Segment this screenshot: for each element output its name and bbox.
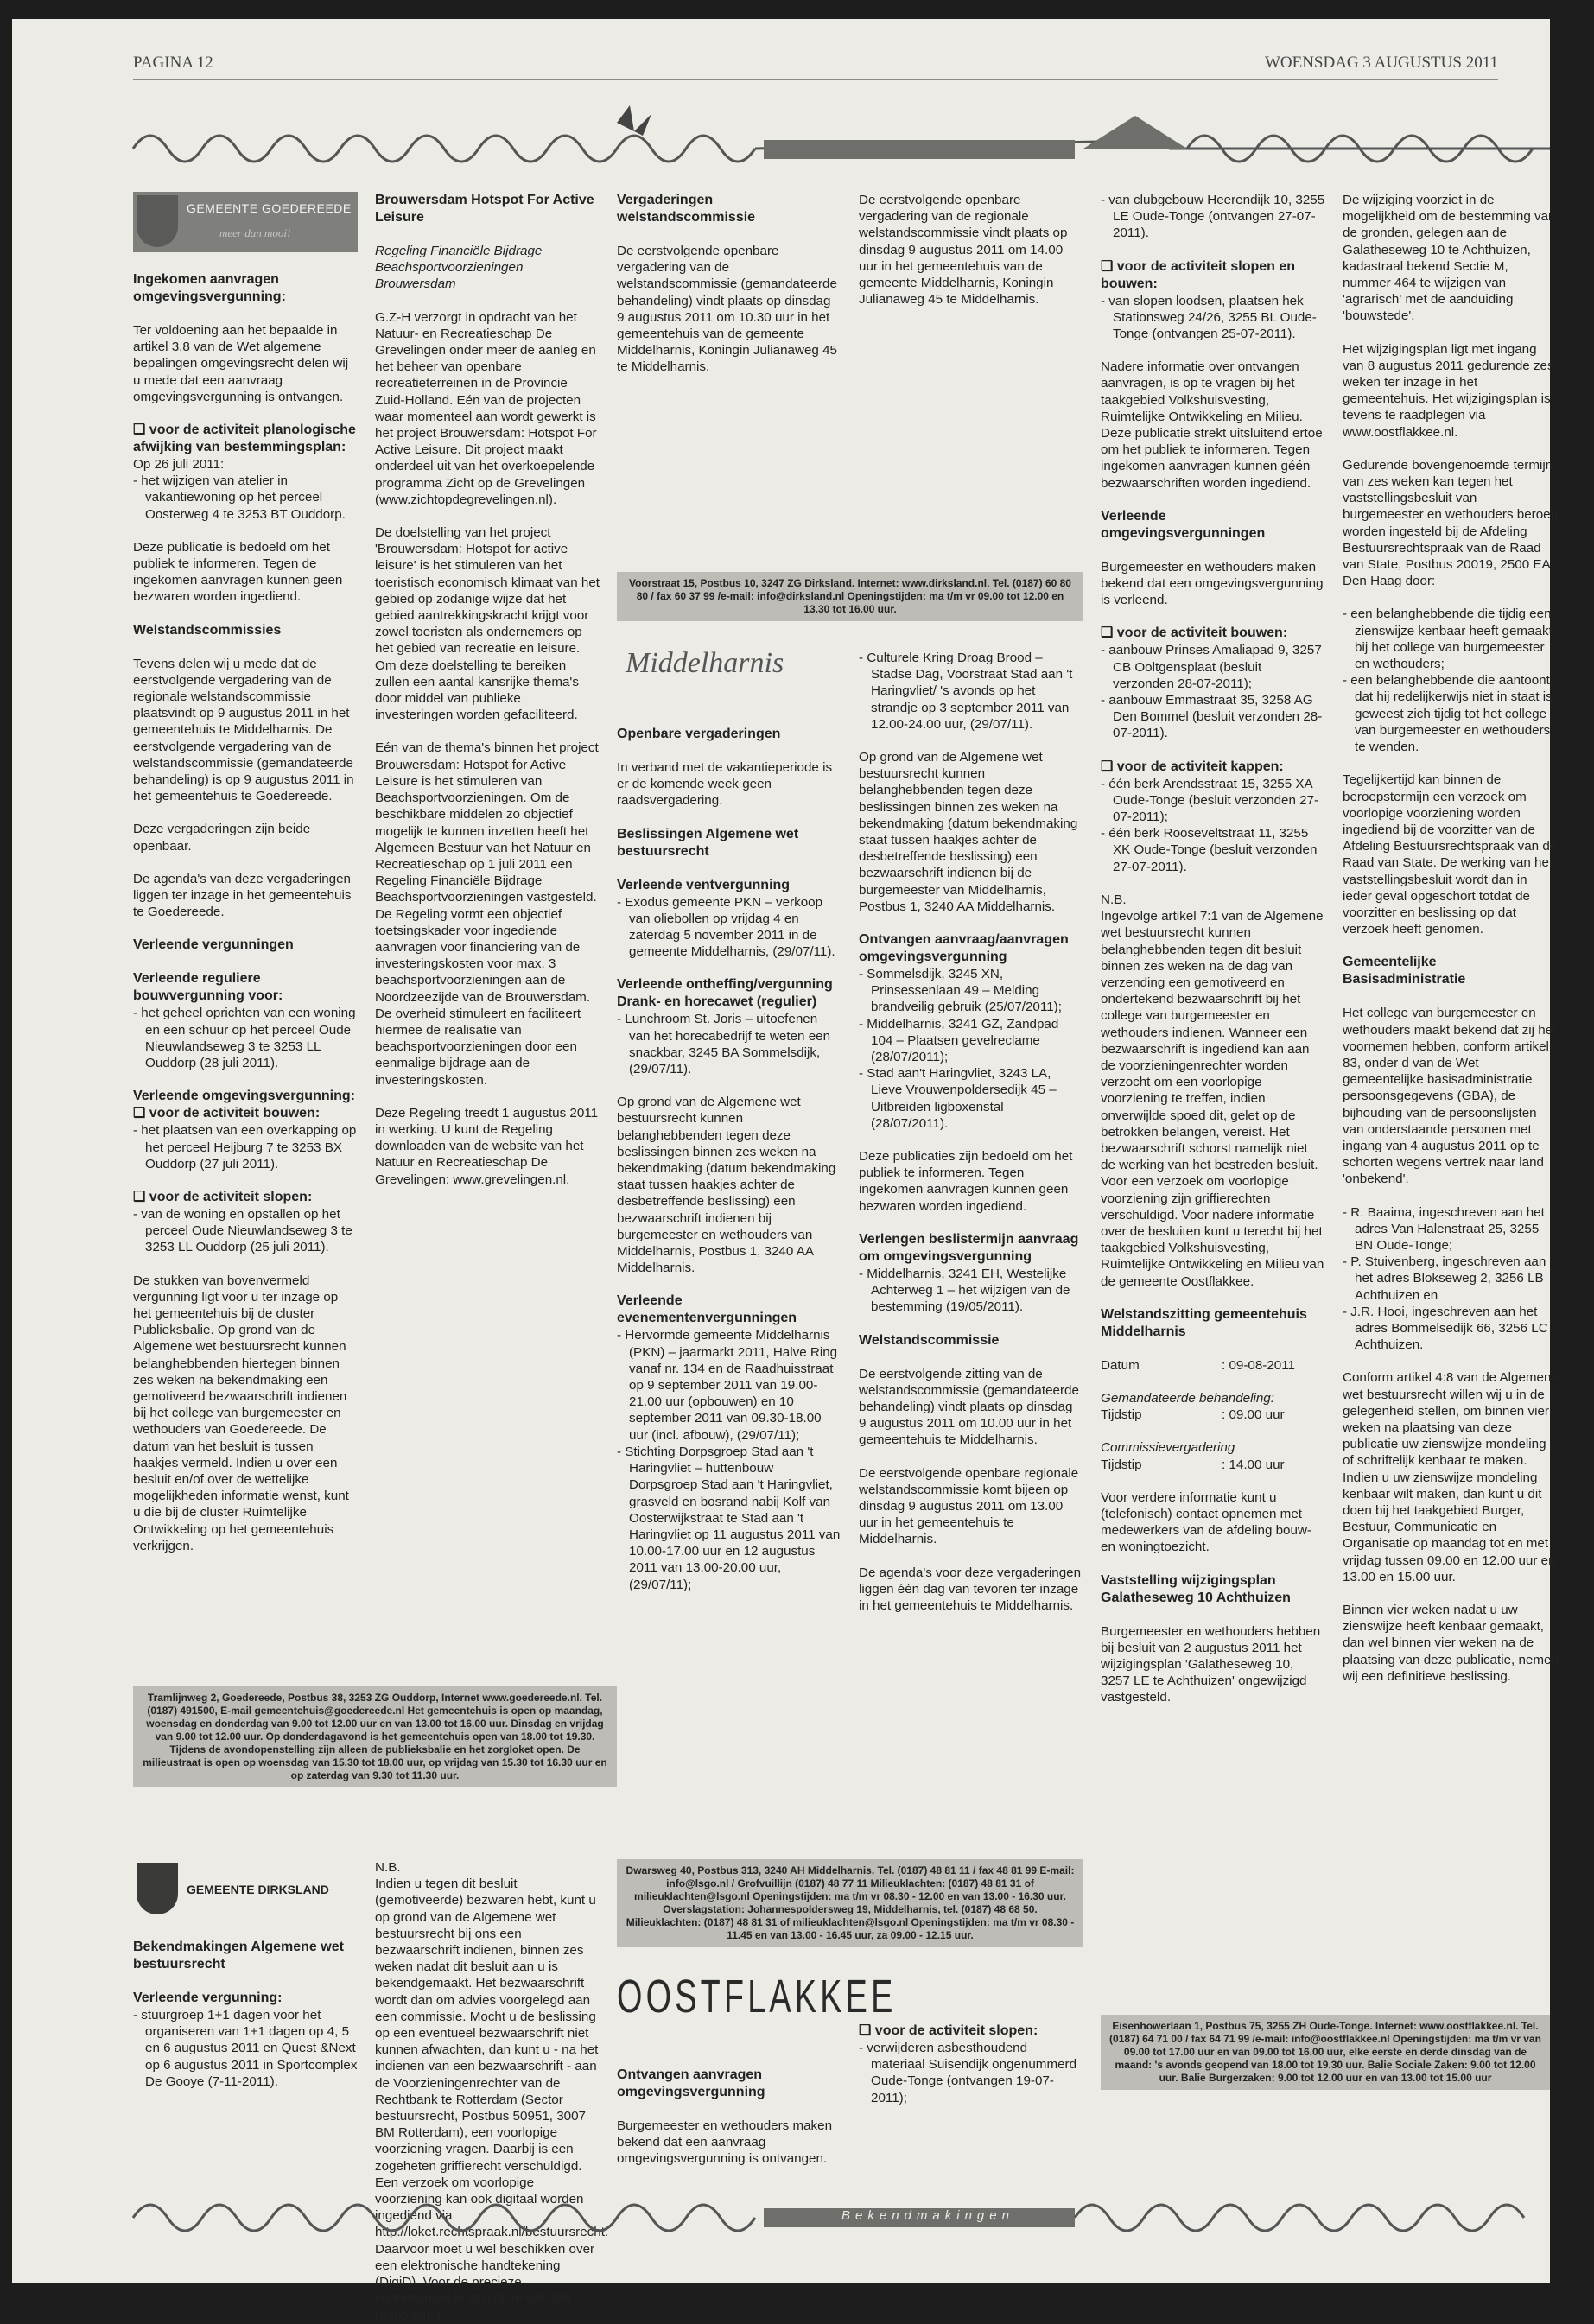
page-number: PAGINA 12: [133, 54, 213, 72]
heading: Welstandscommissie: [859, 1332, 1000, 1348]
list-item: - R. Baaima, ingeschreven aan het adres Van Halenstraat 25, 3255 BN Oude-Tonge;: [1343, 1204, 1545, 1253]
list-item: - van de woning en opstallen op het perceel Oude Nieuwlandseweg 3 te 3253 LL Ouddorp (25 juli 2011).: [133, 1206, 352, 1255]
checkbox-heading: ❑ voor de activiteit slopen en bouwen:: [1101, 258, 1296, 291]
list-item: - Sommelsdijk, 3245 XN, Prinsessenlaan 49 – Melding brandveilig gebruik (25/07/2011);: [859, 967, 1062, 1015]
paragraph: Burgemeester en wethouders maken bekend dat een aanvraag omgevingsvergunning is ontvangen.: [617, 2118, 833, 2167]
list-item: - Stichting Dorpsgroep Stad aan 't Haringvliet – huttenbouw Dorpsgroep Stad aan 't Haringvliet, grasveld en bosrand nabij Kolf van Oosterwijkstraat te Stad aan 't Haringvliet op 11 augustus 2011 van 10.00-17.00 uur en 12 augustus 2011 van 13.00-20.00 uur, (29/07/11);: [617, 1444, 841, 1592]
paragraph: Het college van burgemeester en wethouders maakt bekend dat zij het voornemen hebben, conform artikel 83, onder d van de Wet gemeentelijke basisadministratie persoonsgegevens (GBA), de bijhouding van de persoonslijsten van onderstaande personen met ingang van 4 augustus 2011 op te schorten wegens vertrek naar land 'onbekend'.: [1343, 1006, 1557, 1187]
definition-value: : 14.00 uur: [1222, 1457, 1285, 1472]
checkbox-heading: ❑ voor de activiteit bouwen:: [1101, 625, 1288, 641]
paragraph: Het wijzigingsplan ligt met ingang van 8 augustus 2011 gedurende zes weken ter inzage in het gemeentehuis. Het wijzigingsplan is tevens te raadplegen via www.oostflakkee.nl.: [1343, 341, 1554, 440]
checkbox-heading: ❑ voor de activiteit slopen:: [859, 2023, 1038, 2038]
heading: Verleende vergunningen: [133, 937, 294, 953]
column-5: [1101, 192, 1325, 2187]
middelharnis-logo: [617, 632, 841, 710]
column-6: [1343, 192, 1559, 2187]
paragraph: De wijziging voorziet in de mogelijkheid om de bestemming van de gronden, gelegen aan de Galatheseweg 10 te Achthuizen, kadastraal bekend Sectie M, nummer 464 te wijzigen van 'agrarisch' met de aanduiding 'bouwstede'.: [1343, 193, 1556, 324]
paragraph: Gedurende bovengenoemde termijn van zes weken kan tegen het vaststellingsbesluit van burgemeester en wethouders beroep worden ingesteld bij de Afdeling Bestuursrechtspraak van de Raad van State, Postbus 20019, 2500 EA Den Haag door:: [1343, 457, 1559, 589]
paragraph: Deze publicatie is bedoeld om het publiek te informeren. Tegen de ingekomen aanvragen kunnen geen bezwaren worden ingediend.: [133, 539, 343, 605]
goedereede-logo-slogan: meer dan mooi!: [219, 226, 291, 239]
heading: Welstandszitting gemeentehuis Middelharnis: [1101, 1306, 1307, 1339]
list-item: - het wijzigen van atelier in vakantiewoning op het perceel Oosterweg 4 te 3253 BT Ouddorp.: [133, 473, 346, 522]
definition-label: Tijdstip: [1101, 1457, 1142, 1472]
heading: Gemeentelijke Basisadministratie: [1343, 955, 1466, 987]
paragraph: Burgemeester en wethouders hebben bij besluit van 2 augustus 2011 het wijzigingsplan 'Galatheseweg 10, 3257 LE te Achthuizen' ongewijzigd vastgesteld.: [1101, 1623, 1321, 1705]
paragraph: N.B.: [1101, 892, 1127, 907]
column-3-middelharnis: [617, 632, 841, 1851]
paragraph: Ingevolge artikel 7:1 van de Algemene wet bestuursrecht kunnen belanghebbenden tegen dit besluit binnen zes weken na de dag van verzending een gemotiveerd en ondertekend bezwaarschrift bij het college van burgemeester en wethouders indienen. Wanneer een bezwaarschrift is ingediend kan aan de voorzieningenrechter worden verzocht om een voorlopige voorziening te treffen, indien onverwijlde spoed dit, gelet op de betrokken belangen, vereist. Het bezwaarschrift schorst namelijk niet de werking van het bestreden besluit. Voor een verzoek om voorlopige voorziening zijn griffierechten verschuldigd. Voor nadere informatie over de besluiten kunt u terecht bij het taakgebied Volkshuisvesting, Ruimtelijke Ontwikkeling en Milieu van de gemeente Oostflakkee.: [1101, 909, 1324, 1289]
dirksland-column-b: [375, 1859, 609, 2323]
paragraph: Voor verdere informatie kunt u (telefonisch) contact opnemen met medewerkers van de afdeling bouw- en woningtoezicht.: [1101, 1489, 1311, 1555]
list-item: - een belanghebbende die tijdig een zienswijze kenbaar heeft gemaakt bij het college van burgemeester en wethouders;: [1343, 606, 1553, 672]
paragraph: Ter voldoening aan het bepaalde in artikel 3.8 van de Wet algemene bepalingen omgevingsrecht delen wij u mede dat een aanvraag omgevingsvergunning is ontvangen.: [133, 323, 349, 404]
heading: Vergaderingen welstandscommissie: [617, 193, 756, 225]
definition-row: [1101, 1457, 1325, 1473]
oostflakkee-contact-box: Eisenhowerlaan 1, Postbus 75, 3255 ZH Oude-Tonge. Internet: www.oostflakkee.nl. Tel. (0187) 64 71 00 / fax 64 71 99 /e-mail: info@oostflakkee.nl Openingstijden: ma t/m vr van 09.00 tot 17.00 uur en van 09.00 tot 16.00 uur, elke eerste en derde dinsdag van de maand: 's avonds geopend van 18.00 tot 19.30 uur. Balie Sociale Zaken: 9.00 tot 12.00 uur. Balie Burgerzaken: 9.00 tot 12.00 uur en van 13.00 tot 15.00 uur: [1101, 2015, 1550, 2090]
goedereede-logo: [133, 192, 358, 252]
paragraph: Deze publicaties zijn bedoeld om het publiek te informeren. Tegen ingekomen aanvragen kunnen geen bezwaren worden ingediend.: [859, 1149, 1073, 1214]
goedereede-logo-name: GEMEENTE GOEDEREEDE: [187, 201, 352, 215]
list-item: - Middelharnis, 3241 EH, Westelijke Achterweg 1 – het wijzigen van de bestemming (19/05/2011).: [859, 1266, 1070, 1315]
checkbox-heading: ❑ voor de activiteit bouwen:: [133, 1106, 321, 1121]
paragraph: Tegelijkertijd kan binnen de beroepstermijn een verzoek om voorlopige voorziening worden ingediend bij de voorzitter van de Afdeling Bestuursrechtspraak van de Raad van State. De werking van het vaststellingsbesluit wordt dan in ieder geval opgeschort totdat de voorzitter en beslissing op dat verzoek heeft genomen.: [1343, 772, 1558, 937]
paragraph: Op grond van de Algemene wet bestuursrecht kunnen belanghebbenden tegen deze beslissingen binnen zes weken na bekendmaking (datum bekendmaking staat tussen haakjes achter de desbetreffende beslissing) een bezwaarschrift indienen bij burgemeester en wethouders van Middelharnis, Postbus 1, 3240 AA Middelharnis.: [617, 1095, 836, 1276]
paragraph: Deze vergaderingen zijn beide openbaar.: [133, 822, 311, 854]
column-4-top: [859, 192, 1083, 563]
top-banner-label: Bekendmakingen: [841, 125, 1014, 140]
list-item: - Exodus gemeente PKN – verkoop van oliebollen op vrijdag 4 en zaterdag 5 november 2011 in de gemeente Middelharnis, (29/07/11).: [617, 894, 835, 960]
goedereede-contact-box: Tramlijnweg 2, Goedereede, Postbus 38, 3253 ZG Ouddorp, Internet www.goedereede.nl. Tel. (0187) 491500, E-mail gemeentehuis@goedereede.nl Het gemeentehuis is open op maandag, woensdag en donderdag van 9.00 tot 12.00 uur en van 13.00 tot 16.00 uur. Dinsdag en vrijdag van 9.00 tot 12.00 uur. Op donderdagavond is het gemeentehuis open van 18.00 tot 19.30. Tijdens de avondopenstelling zijn alleen de publieksbalie en het zorgloket open. De milieustraat is open op woensdag van 15.30 tot 18.00 uur, op vrijdag van 15.30 tot 16.30 uur en op zaterdag van 9.30 tot 11.30 uur.: [133, 1686, 617, 1787]
bottom-banner-label: Bekendmakingen: [841, 2208, 1014, 2223]
dirksland-contact-box: Voorstraat 15, Postbus 10, 3247 ZG Dirksland. Internet: www.dirksland.nl. Tel. (0187) 60 80 80 / fax 60 37 99 /e-mail: info@dirksland.nl Openingstijden: ma t/m vr 09.00 tot 12.00 en 13.30 tot 16.00 uur.: [617, 572, 1083, 621]
definition-row: [1101, 1406, 1325, 1423]
paragraph: De agenda's van deze vergaderingen liggen ter inzage in het gemeentehuis te Goedereede.: [133, 871, 352, 920]
paragraph: Burgemeester en wethouders maken bekend dat een omgevingsvergunning is verleend.: [1101, 559, 1324, 608]
list-item: - Stad aan't Haringvliet, 3243 LA, Lieve Vrouwenpoldersedijk 45 – Uitbreiden ligboxenstal (28/07/2011).: [859, 1066, 1057, 1131]
heading: Openbare vergaderingen: [617, 727, 781, 741]
definition-label: Datum: [1101, 1357, 1140, 1373]
paragraph: Op grond van de Algemene wet bestuursrecht kunnen belanghebbenden tegen deze beslissingen binnen zes weken na bekendmaking (datum bekendmaking staat tussen haakjes achter de desbetreffende beslissing) een bezwaarschrift indienen bij de burgemeester van Middelharnis, Postbus 1, 3240 AA Middelharnis.: [859, 750, 1078, 914]
list-item: - van slopen loodsen, plaatsen hek Stationsweg 24/26, 3255 BL Oude-Tonge (ontvangen 25-07-2011).: [1101, 293, 1317, 342]
column-3-oostflakkee: [617, 1971, 897, 2187]
paragraph: De stukken van bovenvermeld vergunning ligt voor u ter inzage op het gemeentehuis bij de cluster Publieksbalie. Op grond van de Algemene wet bestuursrecht kunnen belanghebbenden hiertegen binnen zes weken na bekendmaking een gemotiveerd bezwaarschrift indienen bij het college van burgemeester en wethouders van Goedereede. De datum van het besluit is tussen haakjes vermeld. Indien u over een besluit en/of over de wettelijke mogelijkheden informatie wenst, kunt u die bij de cluster Ruimtelijke Ontwikkeling op het gemeentehuis verkrijgen.: [133, 1273, 349, 1553]
checkbox-heading: ❑ voor de activiteit planologische afwijking van bestemmingsplan:: [133, 422, 356, 455]
list-item: - een belanghebbende die aantoont dat hij redelijkerwijs niet in staat is geweest zich tijdig tot het college van burgemeester en wethouders te wenden.: [1343, 673, 1553, 755]
heading: Welstandscommissies: [133, 622, 282, 638]
paragraph: De eerstvolgende zitting van de welstandscommissie (gemandateerde behandeling) vindt plaats op dinsdag 9 augustus 2011 om 10.00 uur in het gemeentehuis te Middelharnis.: [859, 1366, 1079, 1448]
list-item: - Hervormde gemeente Middelharnis (PKN) – jaarmarkt 2011, Halve Ring vanaf nr. 134 en de Raadhuisstraat op 9 september 2011 van 19.00- 21.00 uur (opbouwen) en 10 september 2011 van 09.30-18.00 uur (incl. afbouw), (29/07/11);: [617, 1328, 838, 1443]
definition-label: Tijdstip: [1101, 1407, 1142, 1423]
heading: Verleende evenementenvergunningen: [617, 1293, 797, 1326]
column-3-top: [617, 192, 841, 563]
list-item: - aanbouw Emmastraat 35, 3258 AG Den Bommel (besluit verzonden 28-07-2011).: [1101, 693, 1323, 741]
paragraph: In verband met de vakantieperiode is er de komende week geen raadsvergadering.: [617, 760, 833, 809]
heading: Ontvangen aanvraag/aanvragen omgevingsvergunning: [859, 932, 1069, 965]
paragraph: De agenda's voor deze vergaderingen liggen één dag van tevoren ter inzage in het gemeentehuis te Middelharnis.: [859, 1565, 1082, 1613]
paragraph: Eén van de thema's binnen het project Brouwersdam: Hotspot for Active Leisure is het stimuleren van Beachsportvoorzieningen. Om de beschikbare middelen zo objectief mogelijk te kunnen inzetten heeft het Algemeen Bestuur van het Natuur en Recreatieschap op 1 juli 2011 een Regeling Financiële Bijdrage Beachsportvoorzieningen vastgesteld. De Regeling vormt een objectief toetsingskader voor ingediende aanvragen voor financiering van de investeringskosten voor max. 3 beachsportvoorzieningen aan de Noordzeezijde van de Brouwersdam. De overheid stimuleert en faciliteert hiermee de realisatie van beachsportvoorzieningen door een eenmalige bijdrage aan de investeringskosten.: [375, 740, 599, 1088]
middelharnis-logo-text: Middelharnis: [626, 647, 784, 679]
definition-value: : 09-08-2011: [1222, 1357, 1295, 1373]
heading: Beslissingen Algemene wet bestuursrecht: [617, 826, 799, 859]
paragraph: De eerstvolgende openbare regionale welstandscommissie komt bijeen op dinsdag 9 augustus 2011 om 13.00 uur in het gemeentehuis te Middelharnis.: [859, 1465, 1079, 1547]
paragraph: N.B.: [375, 1860, 401, 1875]
checkbox-heading: ❑ voor de activiteit kappen:: [1101, 759, 1284, 774]
heading: Ingekomen aanvragen omgevingsvergunning:: [133, 272, 286, 304]
heading: Verleende omgevingsvergunning:: [133, 1089, 355, 1104]
dirksland-logo-name: GEMEENTE DIRKSLAND: [187, 1883, 329, 1896]
paragraph: Regeling Financiële Bijdrage Beachsportvoorzieningen Brouwersdam: [375, 244, 543, 292]
list-item: - één berk Rooseveltstraat 11, 3255 XK Oude-Tonge (besluit verzonden 27-07-2011).: [1101, 826, 1318, 874]
paragraph: Deze Regeling treedt 1 augustus 2011 in werking. U kunt de Regeling downloaden van de website van het Natuur en Recreatieschap De Grevelingen: www.grevelingen.nl.: [375, 1105, 599, 1187]
dirksland-column-a: [133, 1859, 358, 2187]
heading: Ontvangen aanvragen omgevingsvergunning: [617, 2067, 765, 2099]
definition-value: : 09.00 uur: [1222, 1407, 1285, 1423]
dirksland-crest-icon: [137, 1863, 178, 1914]
column-4-middelharnis: [859, 650, 1083, 1851]
heading: Verleende ontheffing/vergunning Drank- en horecawet (regulier): [617, 977, 833, 1010]
middelharnis-contact-box: Dwarsweg 40, Postbus 313, 3240 AH Middelharnis. Tel. (0187) 48 81 11 / fax 48 81 99 E-mail: info@lsgo.nl / Grofvuillijn (0187) 48 77 11 Milieuklachten: (0187) 48 81 31 of milieuklachten@lsgo.nl Openingstijden: ma t/m vr 08.30 - 12.00 en van 13.00 - 16.30 uur. Overslagstation: Johannespoldersweg 19, Middelharnis, tel. (0187) 48 68 50. Milieuklachten: (0187) 48 81 31 of milieuklachten@lsgo.nl Openingstijden: ma t/m vr 08.30 - 11.45 en van 13.00 - 16.45 uur, za 09.00 - 12.15 uur.: [617, 1859, 1083, 1947]
list-item: - het plaatsen van een overkapping op het perceel Heijburg 7 te 3253 BX Ouddorp (27 juli 2011).: [133, 1123, 357, 1172]
list-item: - verwijderen asbesthoudend materiaal Suisendijk ongenummerd Oude-Tonge (ontvangen 19-07-2011);: [859, 2041, 1077, 2105]
heading: Brouwersdam Hotspot For Active Leisure: [375, 193, 594, 225]
goedereede-crest-icon: [137, 195, 178, 247]
list-item: - Lunchroom St. Joris – uitoefenen van het horecabedrijf te weten een snackbar, 3245 BA Sommelsdijk, (29/07/11).: [617, 1012, 831, 1077]
dirksland-logo: [133, 1859, 358, 1920]
list-item: - Middelharnis, 3241 GZ, Zandpad 104 – Plaatsen gevelreclame (28/07/2011);: [859, 1016, 1059, 1065]
heading: Verleende omgevingsvergunningen: [1101, 508, 1266, 541]
paragraph: Gemandateerde behandeling:: [1101, 1390, 1274, 1406]
oostflakkee-logo-text: OOSTFLAKKEE: [617, 1971, 897, 2022]
paragraph: Commissievergadering: [1101, 1440, 1235, 1456]
list-item: - één berk Arendsstraat 15, 3255 XA Oude-Tonge (besluit verzonden 27-07-2011);: [1101, 776, 1319, 825]
definition-row: [1101, 1357, 1325, 1374]
heading: Verlengen beslistermijn aanvraag om omgevingsvergunning: [859, 1231, 1079, 1264]
newspaper-page: [12, 19, 1559, 2323]
heading: Verleende vergunning:: [133, 1991, 283, 2005]
paragraph: Tevens delen wij u mede dat de eerstvolgende vergadering van de regionale welstandscommissie plaatsvindt op 9 augustus 2011 in het gemeentehuis te Middelharnis. De eerstvolgende vergadering van de welstandscommissie (gemandateerde behandeling) is op 9 augustus 2011 in het gemeentehuis te Goedereede.: [133, 656, 354, 804]
heading: Vaststelling wijzigingsplan Galatheseweg 10 Achthuizen: [1101, 1572, 1291, 1605]
column-2: [375, 192, 600, 1678]
list-item: - stuurgroep 1+1 dagen voor het organiseren van 1+1 dagen op 4, 5 en 6 augustus 2011 en Quest &Next op 6 augustus 2011 in Sportcomplex De Gooye (7-11-2011).: [133, 2008, 358, 2089]
list-item: - het geheel oprichten van een woning en een schuur op het perceel Oude Nieuwlandseweg 3 te 3253 LL Ouddorp (28 juli 2011).: [133, 1006, 356, 1071]
checkbox-heading: ❑ voor de activiteit slopen:: [133, 1189, 313, 1204]
paragraph: Conform artikel 4:8 van de Algemene wet bestuursrecht willen wij u in de gelegenheid stellen, om binnen vier weken na plaatsing van deze publicatie uw zienswijze mondeling of schriftelijk kenbaar te maken. Indien u uw zienswijze mondeling kenbaar wilt maken, dan kunt u dit doen bij het taakgebied Burger, Bestuur, Communicatie en Organisatie op maandag tot en met vrijdag tussen 09.00 en 12.00 uur en 13.00 en 15.00 uur.: [1343, 1370, 1559, 1584]
heading: Verleende reguliere bouwvergunning voor:: [133, 971, 283, 1004]
list-item: - Culturele Kring Droag Brood – Stadse Dag, Voorstraat Stad aan 't Haringvliet/ 's avonds op het strandje op 3 september 2011 van 12.00-24.00 uur, (29/07/11).: [859, 651, 1073, 732]
paragraph: De eerstvolgende openbare vergadering van de regionale welstandscommissie vindt plaats op dinsdag 9 augustus 2011 om 14.00 uur in het gemeentehuis van de gemeente Middelharnis, Koningin Julianaweg 45 te Middelharnis.: [859, 193, 1068, 308]
list-item: - J.R. Hooi, ingeschreven aan het adres Bommelsedijk 66, 3256 LC Achthuizen.: [1343, 1304, 1548, 1353]
oostflakkee-logo: [617, 1971, 897, 2058]
list-item: - van clubgebouw Heerendijk 10, 3255 LE Oude-Tonge (ontvangen 27-07-2011).: [1101, 193, 1325, 241]
paragraph: G.Z-H verzorgt in opdracht van het Natuur- en Recreatieschap De Grevelingen onder meer de aanleg en het beheer van openbare recreatieterreinen in de Provincie Zuid-Holland. Eén van de projecten waar momenteel aan wordt gewerkt is het project Brouwersdam: Hotspot For Active Leisure. Dit project maakt onderdeel uit van het overkoepelende programma Zicht op de Grevelingen (www.zichtopdegrevelingen.nl).: [375, 309, 597, 507]
paragraph: De eerstvolgende openbare vergadering van de welstandscommissie (gemandateerde behandeling) vindt plaats op dinsdag 9 augustus 2011 om 10.30 uur in het gemeentehuis van de gemeente Middelharnis, Koningin Julianaweg 45 te Middelharnis.: [617, 244, 837, 375]
paragraph: Op 26 juli 2011:: [133, 457, 225, 473]
paragraph: Binnen vier weken nadat u uw zienswijze heeft kenbaar gemaakt, dan wel binnen vier weken na de plaatsing van deze publicatie, nemen wij een definitieve beslissing.: [1343, 1603, 1559, 1684]
column-4-oostflakkee: [859, 2006, 1083, 2187]
paragraph: De doelstelling van het project 'Brouwersdam: Hotspot for active leisure' is het stimuleren van het toeristisch economisch klimaat van het gebied op zodanige wijze dat het gebied aantrekkingskracht krijgt voor zowel toeristen als ondernemers op het gebied van recreatie en leisure. Om deze doelstelling te bereiken zullen een aantal kansrijke thema's door middel van publieke investeringen worden gefaciliteerd.: [375, 525, 600, 723]
heading: Bekendmakingen Algemene wet bestuursrecht: [133, 1940, 344, 1972]
page-header: [133, 54, 1498, 80]
list-item: - aanbouw Prinses Amaliapad 9, 3257 CB Ooltgensplaat (besluit verzonden 28-07-2011);: [1101, 643, 1322, 691]
paragraph: Nadere informatie over ontvangen aanvragen, is op te vragen bij het taakgebied Volkshuisvesting, Ruimtelijke Ontwikkeling en Milieu. Deze publicatie strekt uitsluitend ertoe om het publiek te informeren. Tegen ingekomen aanvragen kunnen géén bezwaarschriften worden ingediend.: [1101, 359, 1323, 491]
heading: Verleende ventvergunning: [617, 877, 791, 892]
issue-date: WOENSDAG 3 AUGUSTUS 2011: [1264, 54, 1498, 72]
list-item: - P. Stuivenberg, ingeschreven aan het adres Blokseweg 2, 3256 LB Achthuizen en: [1343, 1254, 1546, 1303]
paragraph: Indien u tegen dit besluit (gemotiveerde) bezwaren hebt, kunt u op grond van de Algemene wet bestuursrecht bij ons een bezwaarschrift indienen, binnen zes weken nadat dit besluit aan u is bekendgemaakt. Het bezwaarschrift wordt dan om advies voorgelegd aan een commissie. Mocht u de beslissing op een eventueel bezwaarschrift niet kunnen afwachten, dan kunt u - na het indienen van een bezwaarschrift - aan de Voorzieningenrechter van de Rechtbank te Rotterdam (Sector bestuursrecht, Postbus 50951, 3007 BM Rotterdam), een voorlopige voorziening vragen. Daarbij is een zogeheten griffierecht verschuldigd. Een verzoek om voorlopige voorziening kan ook digitaal worden ingediend via http://loket.rechtspraak.nl/bestuursrecht. Daarvoor moet u wel beschikken over een elektronische handtekening (DigiD). Voor de precieze voorwaarden kunt u deze website raadplegen.: [375, 1876, 609, 2323]
